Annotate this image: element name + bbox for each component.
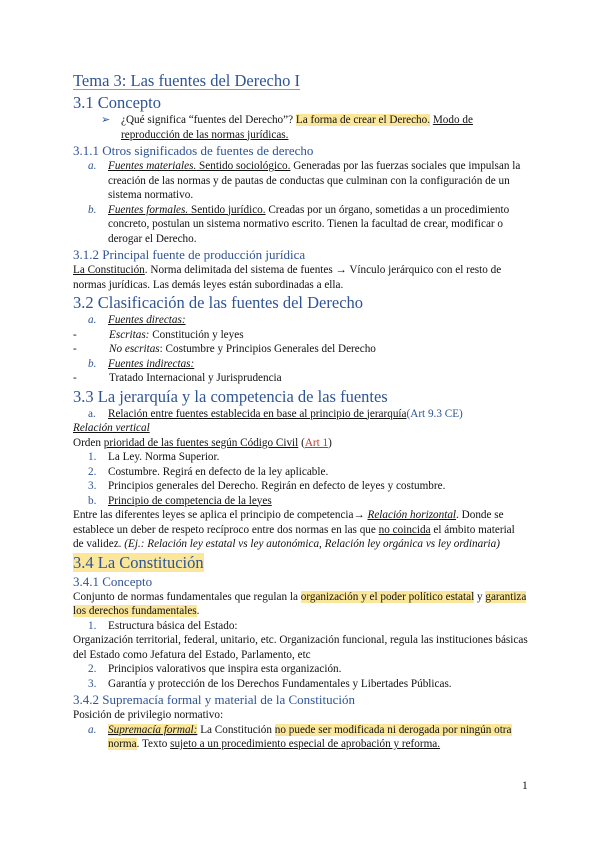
list-item-fuentes-formales: b. Fuentes formales. Sentido jurídico. Creadas por un órgano, sometidas a un procedimiento concreto, postulan un sistema normativo escrito. Tienen la facultad de crear, modificar o derogar el Derecho. [88, 203, 510, 245]
numbered-item-principios: 3. Principios generales del Derecho. Regirán en defecto de leyes y costumbre. [88, 480, 446, 492]
list-item-fuentes-directas: a. Fuentes directas: [88, 314, 186, 326]
orden-prioridad-line: Orden prioridad de las fuentes según Código Civil (Art 1) [73, 436, 332, 449]
paragraph-constitucion: La Constitución. Norma delimitada del sistema de fuentes → Vínculo jerárquico con el resto de normas jurídicas. Las demás leyes están subordinadas a ella. [73, 264, 502, 291]
paragraph-constitucion-concepto: Conjunto de normas fundamentales que regulan la organización y el poder político estatal y garantiza los derechos fundamentales. [73, 590, 527, 617]
paragraph-organizacion: Organización territorial, federal, unitario, etc. Organización funcional, regula las instituciones básicas del Estado como Jefatura del Estado, Parlamento, etc [73, 634, 528, 661]
numbered-item-principios-valorativos: 2. Principios valorativos que inspira esta organización. [88, 663, 342, 675]
numbered-item-ley: 1. La Ley. Norma Superior. [88, 451, 220, 463]
section-3-4-1-heading: 3.4.1 Concepto [73, 573, 153, 589]
dash-item-tratado: - Tratado Internacional y Jurisprudencia [73, 372, 282, 384]
dash-item-no-escritas: - No escritas: Costumbre y Principios Generales del Derecho [73, 343, 376, 355]
list-item-competencia: b. Principio de competencia de la leyes [88, 494, 272, 507]
question-item: ➢ ¿Qué significa “fuentes del Derecho”? La forma de crear el Derecho. Modo de reproducción de las normas jurídicas. [73, 113, 528, 142]
arrow-bullet-icon: ➢ [101, 114, 111, 126]
paragraph-competencia: Entre las diferentes leyes se aplica el principio de competencia→ Relación horizontal. Donde se establece un deber de respeto recíproco entre dos normas en las que no coincida el ámbito material de validez. (Ej.: Relación ley estatal vs ley autonómica, Relación ley orgánica vs ley ordinaria) [73, 509, 515, 550]
list-item-fuentes-indirectas: b. Fuentes indirectas: [88, 357, 195, 370]
section-3-4-heading: 3.4 La Constitución [73, 552, 204, 572]
numbered-item-estructura: 1. Estructura básica del Estado: [88, 619, 238, 632]
list-item-jerarquia: a. Relación entre fuentes establecida en base al principio de jerarquía(Art 9.3 CE) [88, 407, 463, 420]
section-3-1-1-heading: 3.1.1 Otros significados de fuentes de derecho [73, 143, 314, 158]
document-title: Tema 3: Las fuentes del Derecho I [73, 71, 300, 90]
section-3-2-heading: 3.2 Clasificación de las fuentes del Derecho [73, 293, 364, 312]
section-3-1-heading: 3.1 Concepto [73, 93, 161, 112]
numbered-item-costumbre: 2. Costumbre. Regirá en defecto de la ley aplicable. [88, 465, 329, 478]
list-item-fuentes-materiales: a. Fuentes materiales. Sentido sociológico. Generadas por las fuerzas sociales que impulsan la creación de las normas y de pautas de conductas que culminan con la configuración de un sistema normativo. [88, 160, 521, 201]
page-number: 1 [522, 780, 528, 792]
posicion-privilegio-line: Posición de privilegio normativo: [73, 709, 224, 721]
section-3-3-heading: 3.3 La jerarquía y la competencia de las fuentes [73, 386, 388, 406]
section-3-4-2-heading: 3.4.2 Supremacía formal y material de la Constitución [73, 692, 355, 707]
section-3-1-2-heading: 3.1.2 Principal fuente de producción jurídica [73, 247, 306, 262]
document-page [73, 70, 528, 752]
relacion-vertical-label: Relación vertical [73, 422, 150, 434]
list-item-supremacia-formal: a. Supremacía formal: La Constitución no puede ser modificada ni derogada por ningún otra norma. Texto sujeto a un procedimiento especial de aprobación y reforma. [88, 723, 512, 750]
dash-item-escritas: - Escritas: Constitución y leyes [73, 328, 244, 341]
numbered-item-garantia: 3. Garantía y protección de los Derechos Fundamentales y Libertades Públicas. [88, 677, 452, 690]
